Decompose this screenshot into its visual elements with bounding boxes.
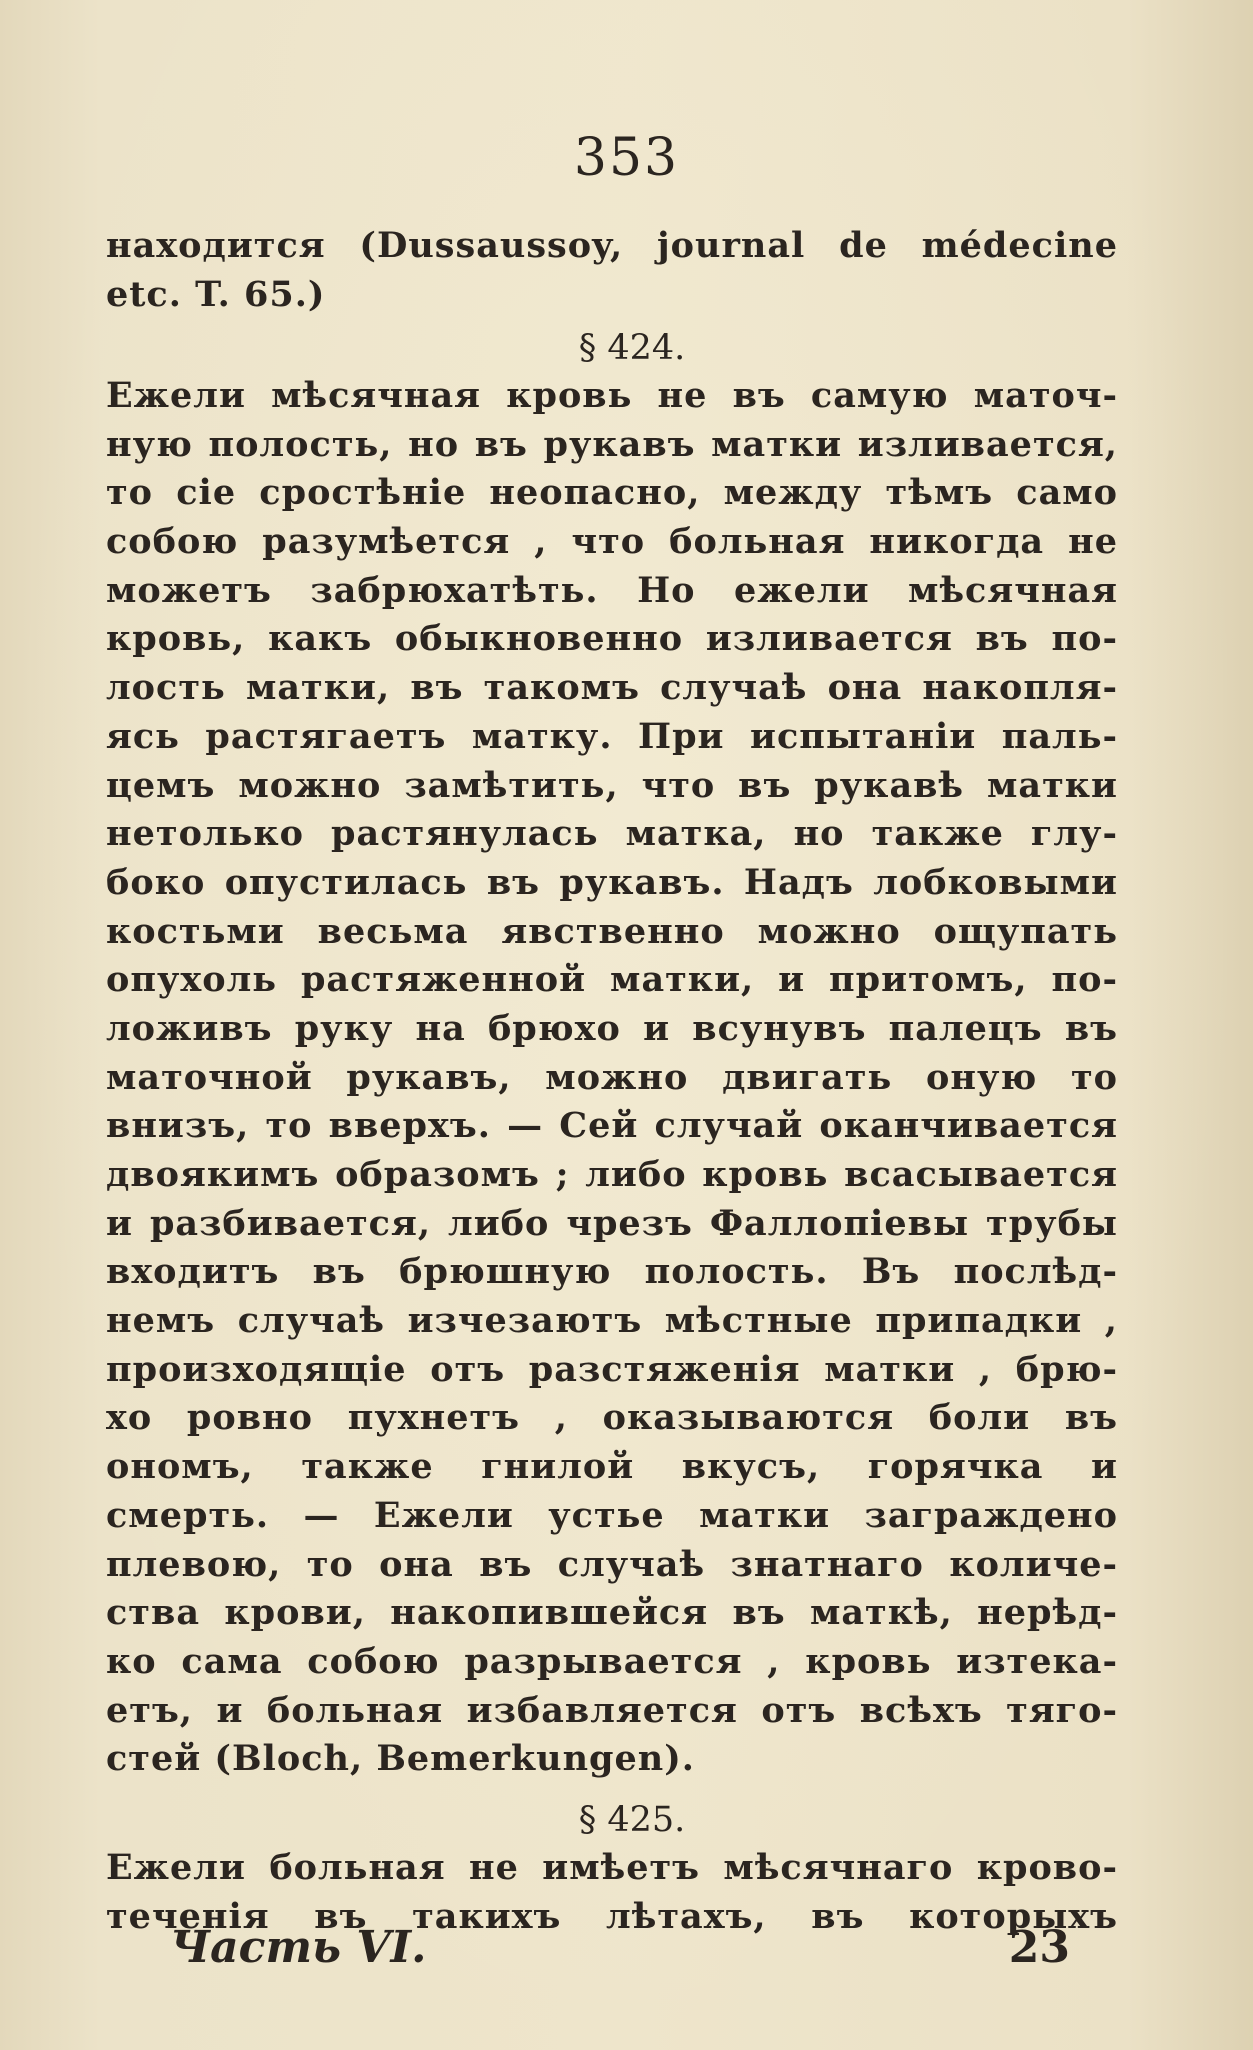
text-line: ства крови, накопившейся въ маткѣ, нерѣд- xyxy=(106,1592,1118,1634)
text-line: ложивъ руку на брюхо и всунувъ палецъ въ xyxy=(106,1007,1118,1049)
text-line: стей (Bloch, Bemerkungen). xyxy=(106,1738,695,1780)
section-heading: § 424. xyxy=(578,328,686,368)
volume-label: Часть VI. xyxy=(170,1922,427,1973)
section-425 xyxy=(106,1796,1118,1941)
intro-paragraph xyxy=(106,222,1118,319)
text-line: етъ, и больная избавляется отъ всѣхъ тяго- xyxy=(106,1689,1118,1731)
text-line: теченія въ такихъ лѣтахъ, въ которыхъ xyxy=(106,1895,1118,1937)
section-424 xyxy=(106,324,1118,1784)
text-line: костьми весьма явственно можно ощупать xyxy=(106,910,1118,952)
text-line: ясь растягаетъ матку. При испытаніи паль- xyxy=(106,715,1118,757)
text-line: собою разумѣется , что больная никогда не xyxy=(106,521,1118,563)
text-line: Ежели больная не имѣетъ мѣсячнаго крово- xyxy=(106,1847,1118,1888)
text-line: ко сама собою разрывается , кровь изтекa- xyxy=(106,1640,1118,1682)
text-line: опухоль растяженной матки, и притомъ, по- xyxy=(106,959,1118,1001)
text-line: хо ровно пухнетъ , оказываются боли въ xyxy=(106,1397,1118,1439)
text-line: боко опустилась въ рукавъ. Надъ лобковыми xyxy=(106,861,1118,903)
text-line: внизъ, то вверхъ. — Сей случай оканчивается xyxy=(106,1105,1118,1147)
text-line: лость матки, въ такомъ случаѣ она накопля- xyxy=(106,667,1118,709)
text-line: etc. T. 65.) xyxy=(106,273,326,315)
text-line: можетъ забрюхатѣть. Но ежели мѣсячная xyxy=(106,569,1118,611)
text-line: находится (Dussaussoy, journal de médecine xyxy=(106,225,1118,266)
section-424-body xyxy=(106,372,1118,1784)
text-line: то сіе сростѣніе неопасно, между тѣмъ само xyxy=(106,472,1118,514)
text-line: плевою, то она въ случаѣ знатнаго количе- xyxy=(106,1543,1118,1585)
text-line: двоякимъ образомъ ; либо кровь всасывается xyxy=(106,1154,1118,1195)
page-footer xyxy=(170,1922,1070,1978)
text-line: и разбивается, либо чрезъ Фаллопіевы трубы xyxy=(106,1202,1118,1244)
text-line: цемъ можно замѣтить, что въ рукавѣ матки xyxy=(106,764,1118,806)
text-line: входитъ въ брюшную полость. Въ послѣд- xyxy=(106,1251,1118,1293)
text-line: кровь, какъ обыкновенно изливается въ по- xyxy=(106,618,1118,660)
text-line: ную полость, но въ рукавъ матки изливается, xyxy=(106,423,1118,465)
text-line: ономъ, также гнилой вкусъ, горячка и xyxy=(106,1446,1118,1488)
text-line: смерть. — Ежели устье матки заграждено xyxy=(106,1494,1118,1536)
text-line: произходящіе отъ разстяженія матки , брю- xyxy=(106,1348,1118,1390)
text-line: немъ случаѣ изчезаютъ мѣстные припадки , xyxy=(106,1300,1118,1342)
section-heading: § 425. xyxy=(578,1800,686,1840)
signature-mark: 23 xyxy=(1008,1922,1070,1973)
page-number: 353 xyxy=(573,128,680,188)
text-line: нетолько растянулась матка, но также глу- xyxy=(106,813,1118,855)
text-line: Ежели мѣсячная кровь не въ самую маточ- xyxy=(106,375,1118,416)
text-line: маточной рукавъ, можно двигать оную то xyxy=(106,1056,1118,1098)
